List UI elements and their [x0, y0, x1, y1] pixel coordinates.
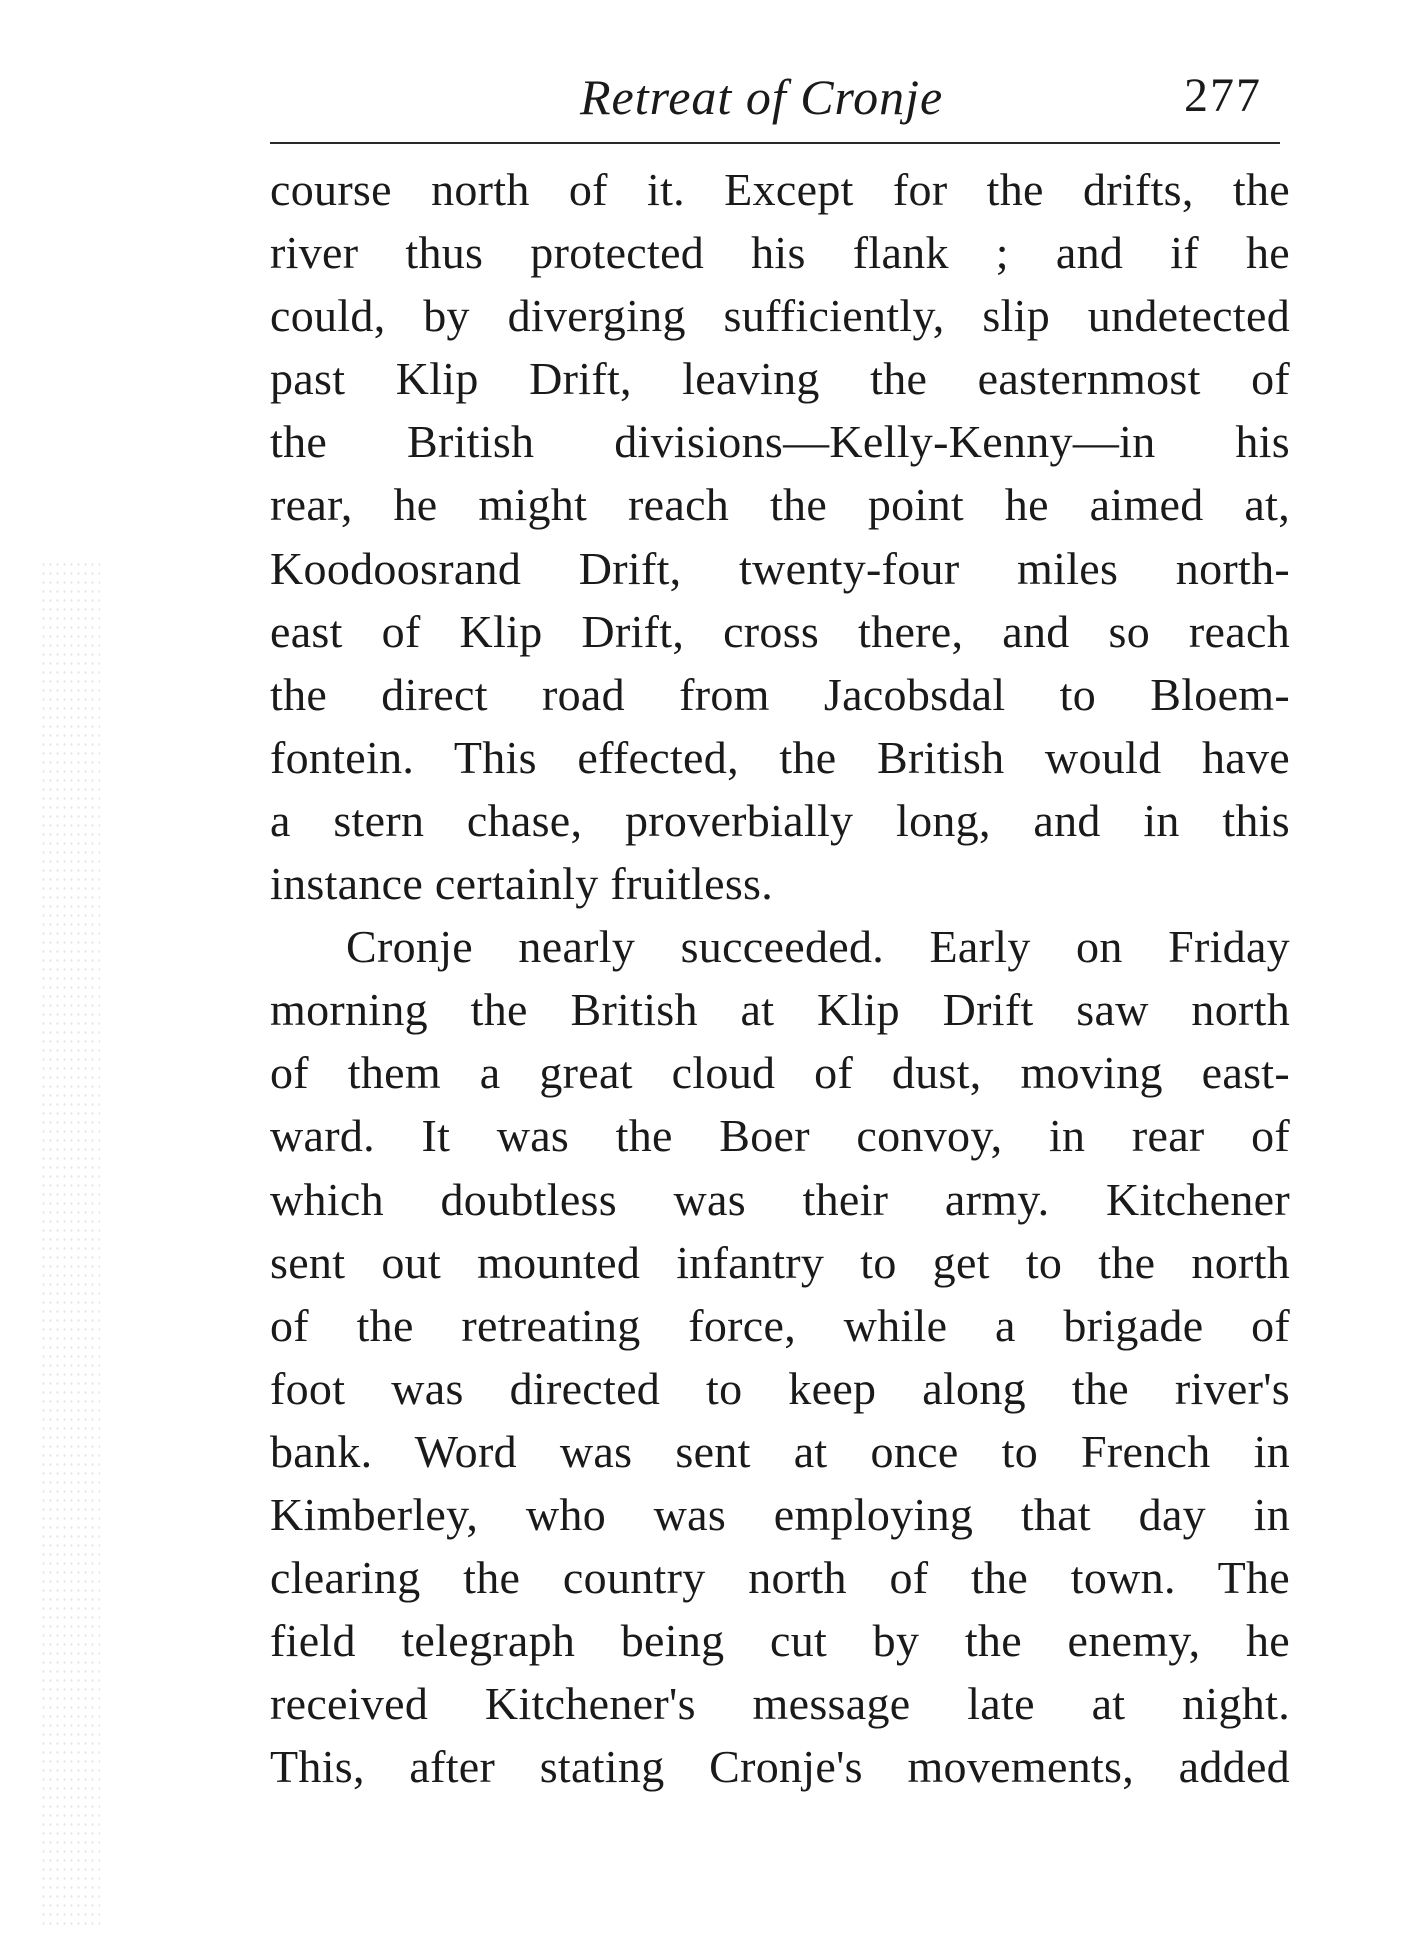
paragraph-1	[270, 158, 1290, 915]
text-line: could, by diverging sufficiently, slip undetected	[270, 290, 1290, 342]
text-line: This, after stating Cronje's movements, added	[270, 1741, 1290, 1793]
text-line: instance certainly fruitless.	[270, 858, 774, 910]
text-line: the direct road from Jacobsdal to Bloem-	[270, 668, 1290, 720]
body-text	[270, 158, 1290, 1798]
text-line: clearing the country north of the town. The	[270, 1552, 1290, 1604]
text-line: foot was directed to keep along the river's	[270, 1362, 1290, 1414]
text-line: river thus protected his flank ; and if he	[270, 227, 1290, 279]
text-line: course north of it. Except for the drifts, the	[270, 164, 1290, 215]
page-number: 277	[1184, 69, 1262, 122]
text-line: received Kitchener's message late at night.	[270, 1678, 1290, 1730]
text-line: ward. It was the Boer convoy, in rear of	[270, 1110, 1290, 1162]
text-line: Cronje nearly succeeded. Early on Friday	[346, 921, 1290, 973]
text-line: past Klip Drift, leaving the easternmost of	[270, 353, 1290, 405]
text-line: of them a great cloud of dust, moving east-	[270, 1047, 1290, 1099]
text-line: fontein. This effected, the British would have	[270, 731, 1290, 783]
text-line: sent out mounted infantry to get to the north	[270, 1236, 1290, 1288]
text-line: bank. Word was sent at once to French in	[270, 1425, 1290, 1477]
paragraph-2	[270, 915, 1290, 1798]
text-line: which doubtless was their army. Kitchener	[270, 1173, 1290, 1225]
text-line: field telegraph being cut by the enemy, he	[270, 1615, 1290, 1667]
text-line: the British divisions—Kelly-Kenny—in his	[270, 416, 1290, 468]
text-line: a stern chase, proverbially long, and in this	[270, 794, 1290, 846]
running-title: Retreat of Cronje	[580, 69, 944, 125]
text-line: rear, he might reach the point he aimed at,	[270, 479, 1290, 531]
text-line: morning the British at Klip Drift saw north	[270, 984, 1290, 1036]
text-line: east of Klip Drift, cross there, and so reach	[270, 605, 1290, 657]
text-line: Koodoosrand Drift, twenty-four miles north-	[270, 542, 1290, 594]
running-header	[270, 60, 1280, 140]
text-line: of the retreating force, while a brigade of	[270, 1299, 1290, 1351]
binding-gutter-shadow	[40, 560, 100, 1930]
text-line: Kimberley, who was employing that day in	[270, 1488, 1290, 1540]
header-rule	[270, 142, 1280, 144]
